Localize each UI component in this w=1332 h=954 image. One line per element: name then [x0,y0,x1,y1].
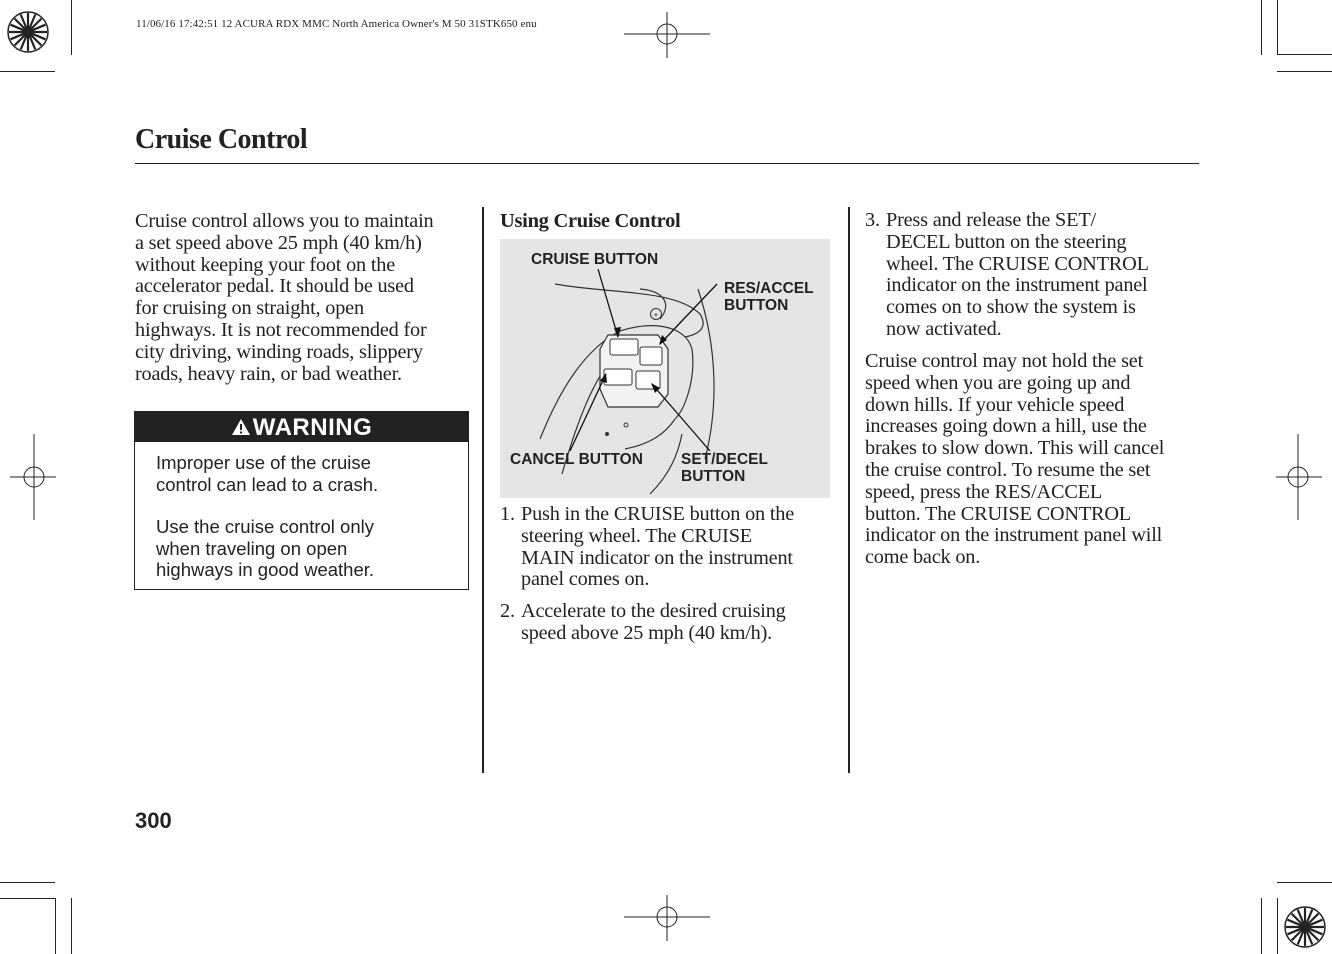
text-line: button. The CRUISE CONTROL [865,502,1131,525]
text-line: accelerator pedal. It should be used [135,275,414,298]
text-line: comes on to show the system is [886,296,1136,319]
section-heading: Using Cruise Control [500,210,681,232]
text-line: increases going down a hill, use the [865,415,1147,438]
step-text [886,210,1149,341]
text-line: BUTTON [724,297,789,314]
text-line: roads, heavy rain, or bad weather. [135,362,402,385]
warning-text-2 [156,516,456,581]
text-line: for cruising on straight, open [135,297,364,320]
step-text [521,601,786,645]
text-line: indicator on the instrument panel will [865,524,1163,547]
text-line: brakes to slow down. This will cancel [865,437,1165,460]
warning-text-1 [156,452,456,495]
registration-mark-icon [1276,434,1322,520]
column-divider [848,207,850,773]
warning-header [135,412,468,442]
step-item [865,210,1200,345]
cruise-button-label: CRUISE BUTTON [531,251,659,268]
step-item [500,504,830,594]
text-line: MAIN indicator on the instrument [521,546,793,569]
text-line: BUTTON [681,468,746,485]
print-slug: 11/06/16 17:42:51 12 ACURA RDX MMC North America Owner's M 50 31STK650 enu [136,18,537,30]
registration-mark-icon [624,895,710,941]
text-line: a set speed above 25 mph (40 km/h) [135,231,422,254]
text-line: speed when you are going up and [865,371,1131,394]
intro-paragraph [135,211,471,385]
text-line: down hills. If your vehicle speed [865,393,1125,416]
text-line: Cruise control allows you to maintain [135,210,434,232]
text-line: wheel. The CRUISE CONTROL [886,252,1149,275]
text-line: Accelerate to the desired cruising [521,600,786,622]
res-accel-button-label [724,280,830,314]
text-line: speed, press the RES/ACCEL [865,480,1103,503]
cruise-hills-paragraph [865,351,1201,569]
text-line: highways. It is not recommended for [135,318,427,341]
text-line: come back on. [865,546,981,569]
step-number: 3. [865,209,880,231]
color-target-icon [6,10,50,54]
text-line: Use the cruise control only [156,516,374,537]
step-text [521,504,794,591]
text-line: now activated. [886,317,1002,340]
registration-mark-icon [624,12,710,58]
text-line: Improper use of the cruise [156,452,371,473]
text-line: city driving, winding roads, slippery [135,340,423,363]
text-line: panel comes on. [521,568,650,591]
page-title: Cruise Control [135,124,308,155]
step-item [500,601,830,647]
text-line: without keeping your foot on the [135,253,396,276]
text-line: steering wheel. The CRUISE [521,524,752,547]
column-divider [482,207,484,773]
text-line: Push in the CRUISE button on the [521,503,795,525]
text-line: Press and release the SET/ [886,209,1096,231]
title-rule [135,163,1199,164]
color-target-icon [1283,905,1327,949]
set-decel-button-label [681,451,791,485]
text-line: RES/ACCEL [724,280,814,297]
text-line: SET/DECEL [681,451,768,468]
warning-box [134,411,469,590]
text-line: Cruise control may not hold the set [865,350,1144,372]
text-line: control can lead to a crash. [156,473,379,495]
steering-wheel-figure [500,239,830,498]
text-line: speed above 25 mph (40 km/h). [521,621,773,644]
warning-label: WARNING [252,414,373,441]
step-number: 1. [500,503,515,525]
text-line: highways in good weather. [156,559,375,580]
step-number: 2. [500,600,515,622]
text-line: indicator on the instrument panel [886,274,1148,297]
registration-mark-icon [10,434,56,520]
svg-text:+: + [653,310,659,320]
cancel-button-label: CANCEL BUTTON [510,451,643,468]
text-line: when traveling on open [156,537,348,559]
warning-triangle-icon [231,418,251,436]
text-line: the cruise control. To resume the set [865,458,1151,481]
text-line: DECEL button on the steering [886,230,1127,253]
page-number: 300 [135,808,172,833]
